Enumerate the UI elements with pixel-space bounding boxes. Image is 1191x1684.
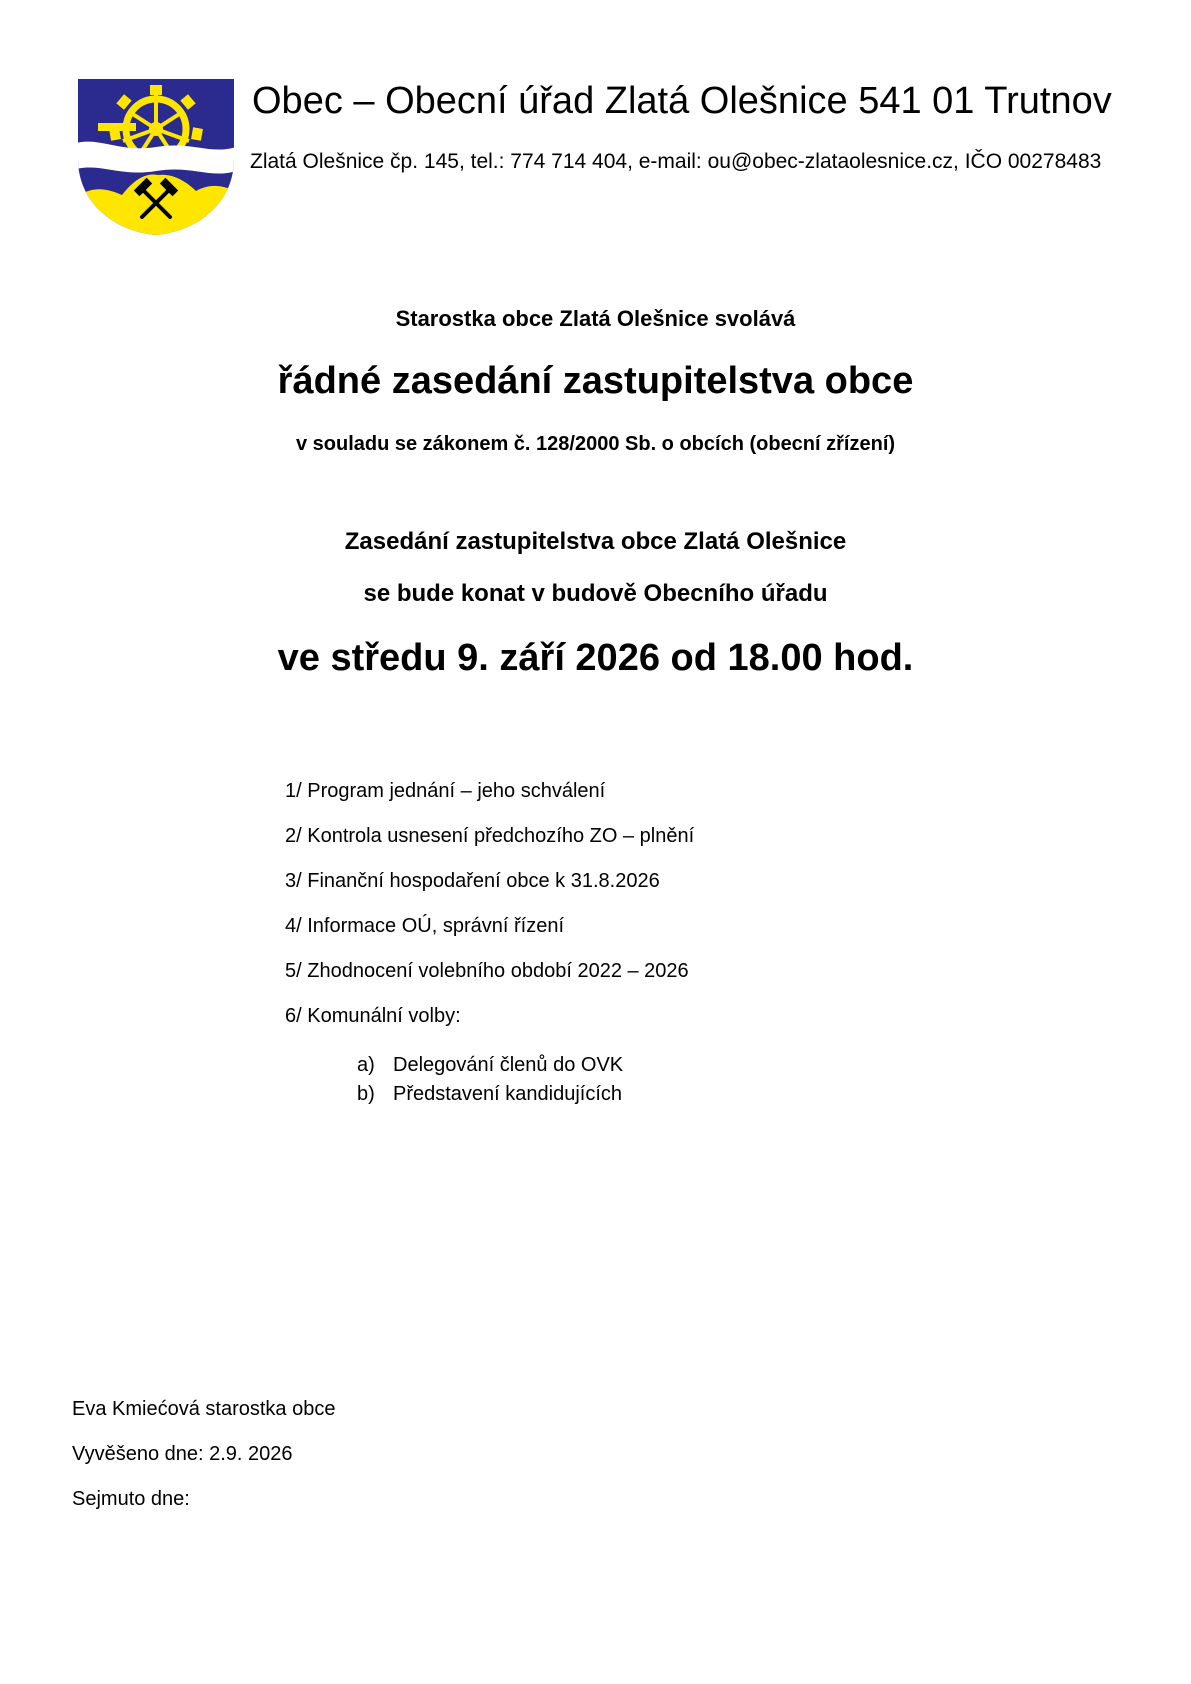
agenda-subitem-text: Delegování členů do OVK	[393, 1054, 624, 1076]
agenda-item: 2/ Kontrola usnesení předchozího ZO – plnění	[285, 825, 695, 847]
agenda-item: 4/ Informace OÚ, správní řízení	[285, 915, 564, 937]
notice-law-reference: v souladu se zákonem č. 128/2000 Sb. o obcích (obecní zřízení)	[295, 433, 896, 455]
notice-intro: Starostka obce Zlatá Olešnice svolává	[395, 306, 796, 331]
notice-headline: řádné zasedání zastupitelstva obce	[277, 360, 914, 402]
removed-date: Sejmuto dne:	[72, 1488, 190, 1510]
agenda-item: 1/ Program jednání – jeho schválení	[285, 780, 606, 802]
posted-date: Vyvěšeno dne: 2.9. 2026	[72, 1443, 293, 1465]
signature-line: Eva Kmiećová starostka obce	[72, 1398, 336, 1420]
agenda-subitem-letter: a)	[357, 1054, 375, 1076]
agenda-subitem-text: Představení kandidujících	[393, 1083, 623, 1105]
venue-line-2: se bude konat v budově Obecního úřadu	[363, 580, 828, 607]
agenda-subitem-list	[357, 1051, 623, 1109]
municipal-coat-of-arms-icon	[76, 77, 236, 237]
agenda-subitem	[357, 1080, 623, 1109]
meeting-datetime: ve středu 9. září 2026 od 18.00 hod.	[277, 637, 914, 679]
agenda-list	[285, 776, 694, 1046]
header-contact: Zlatá Olešnice čp. 145, tel.: 774 714 404, e-mail: ou@obec-zlataolesnice.cz, IČO 00278483	[250, 150, 1102, 173]
agenda-item: 5/ Zhodnocení volebního období 2022 – 2026	[285, 960, 689, 982]
agenda-item: 6/ Komunální volby:	[285, 1005, 461, 1027]
agenda-subitem	[357, 1051, 623, 1080]
header-title: Obec – Obecní úřad Zlatá Olešnice 541 01 Trutnov	[252, 80, 1112, 122]
venue-line-1: Zasedání zastupitelstva obce Zlatá Olešnice	[344, 528, 847, 555]
agenda-subitem-letter: b)	[357, 1083, 375, 1105]
agenda-item: 3/ Finanční hospodaření obce k 31.8.2026	[285, 870, 660, 892]
